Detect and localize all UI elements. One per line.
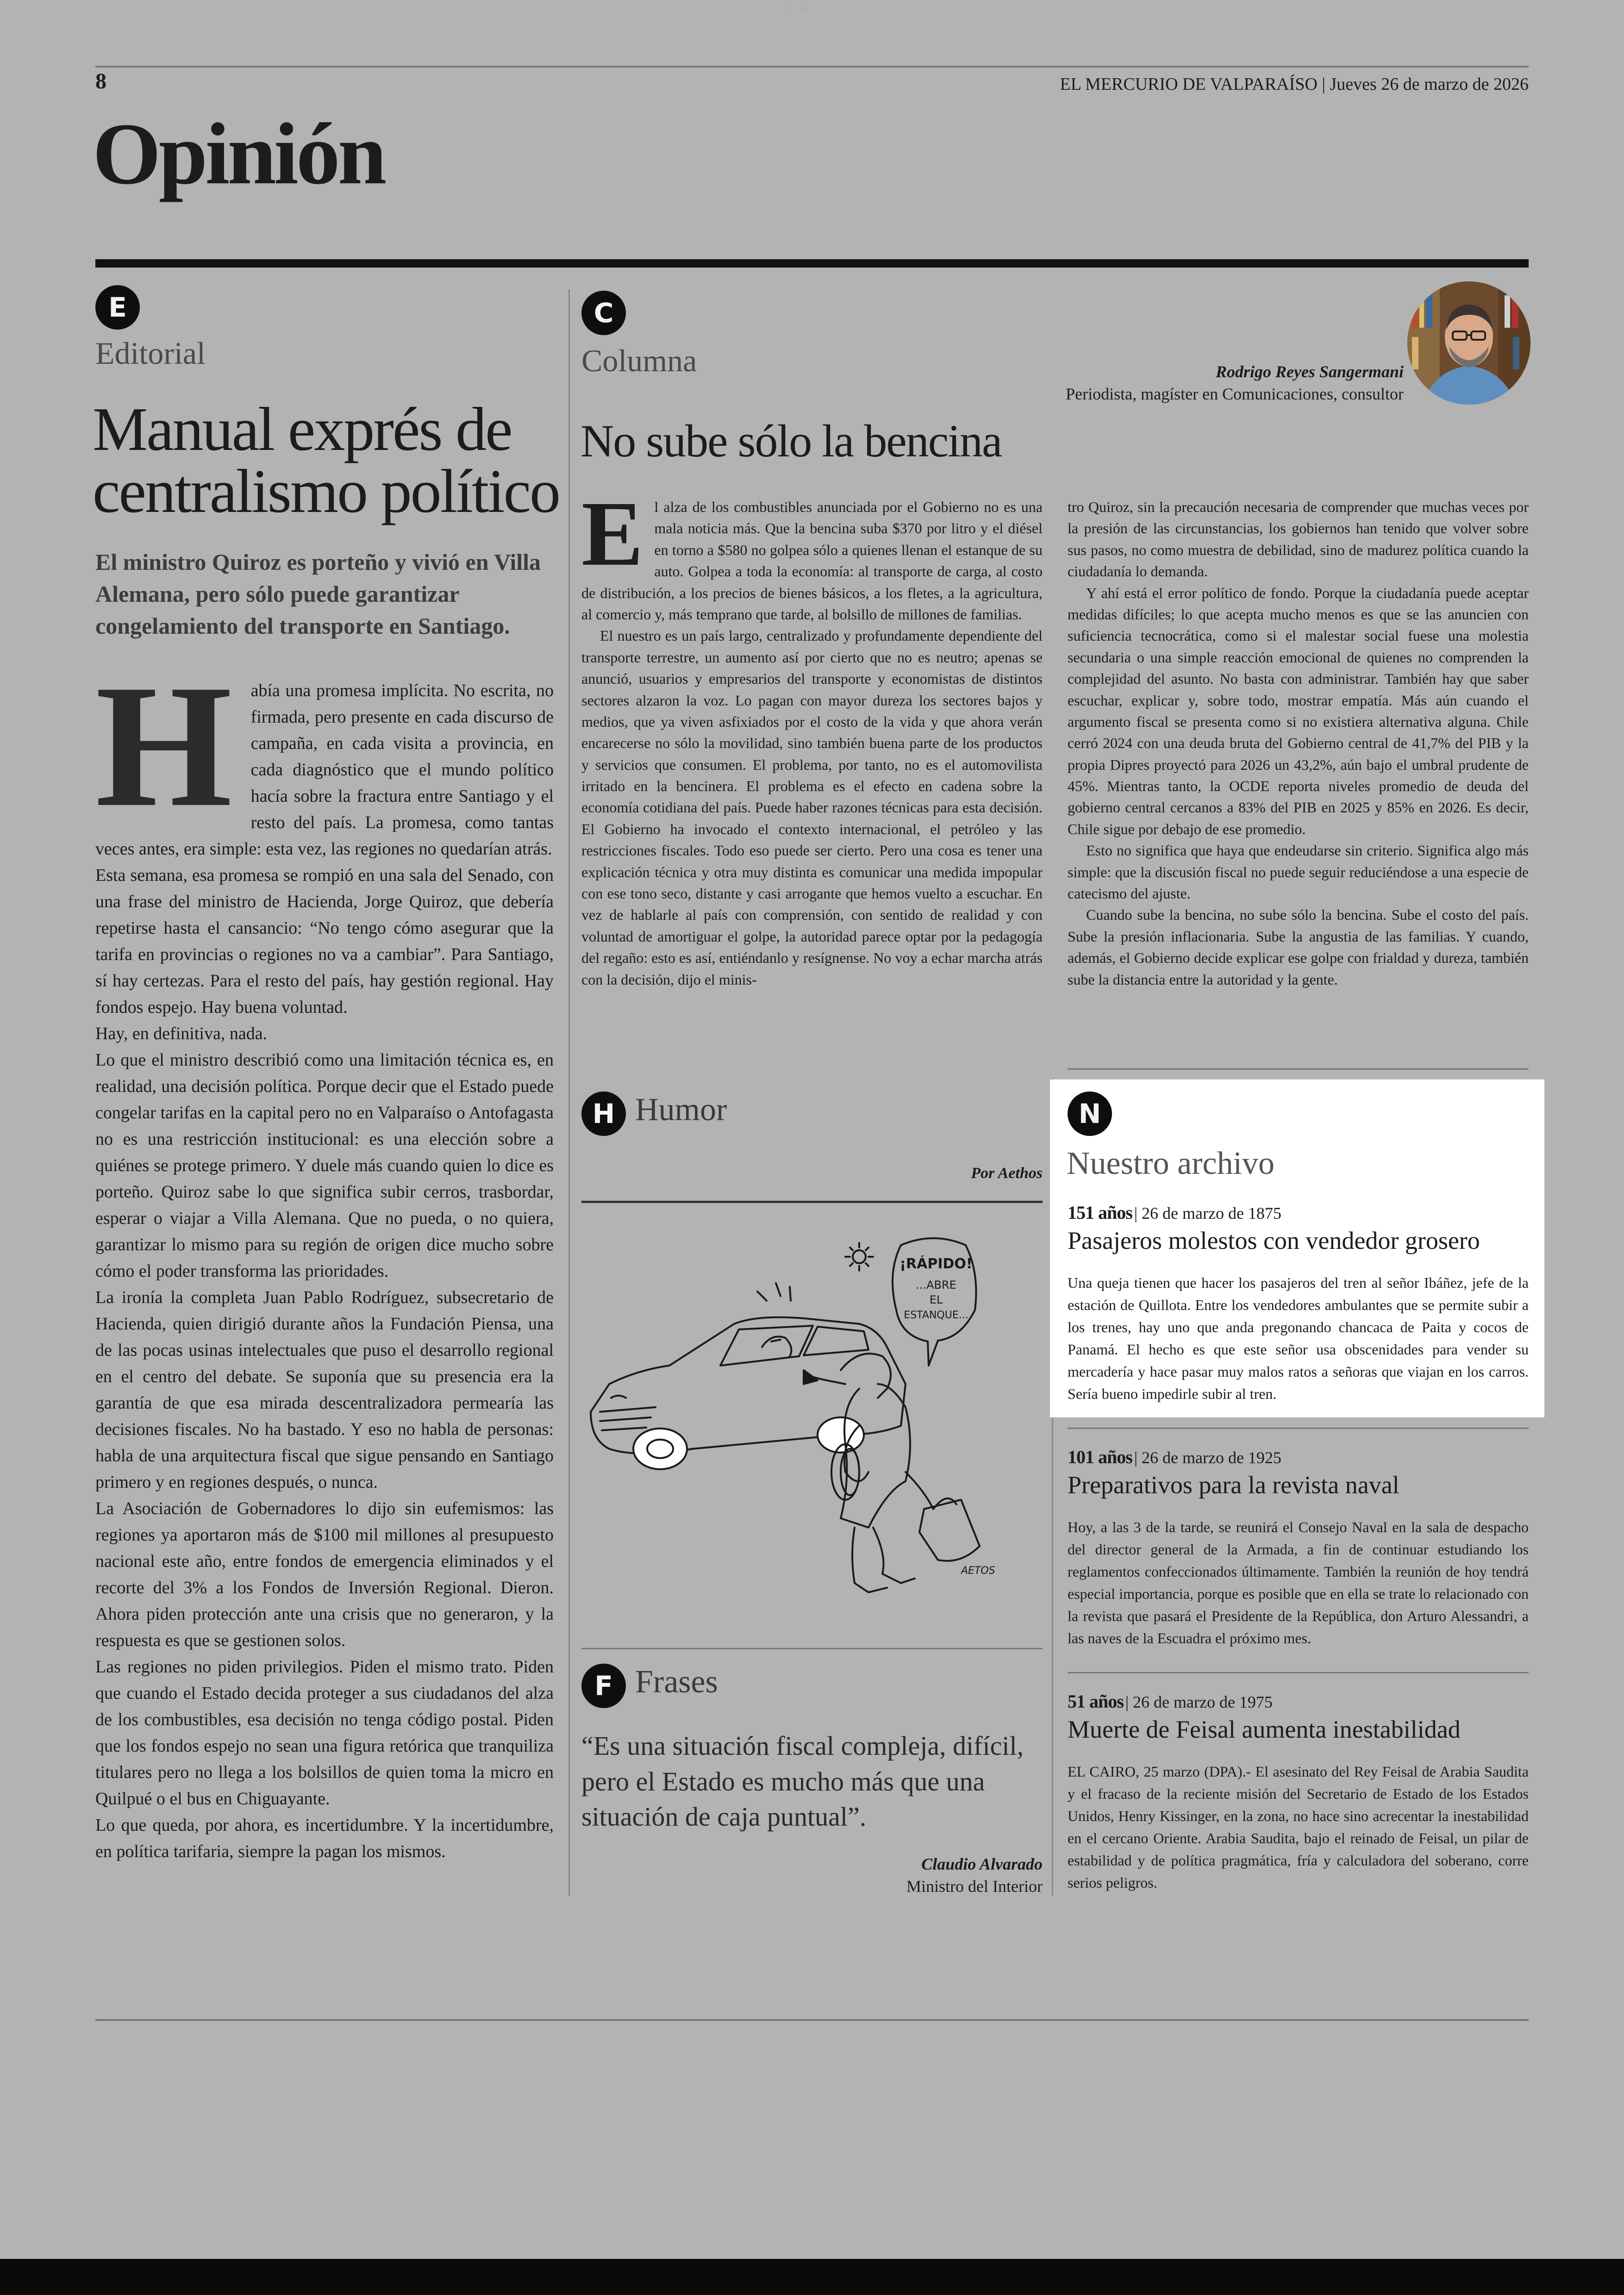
editorial-paragraph: Hay, en definitiva, nada.	[95, 1024, 268, 1043]
cartoon-bubble-line4: ESTANQUE...	[904, 1310, 968, 1321]
editorial-paragraph: Las regiones no piden privilegios. Piden el mismo trato. Piden que cuando el Estado decida proteger a sus ciudadanos del alza de los combustibles, esa decisión no tenga código postal. Piden que los fondos espejo no sean una figura retórica que tranquiliza titulares pero no llega a los bolsillos de quien toma la micro en Quilpué o el bus en Chiguayante.	[95, 1657, 554, 1809]
archivo-item	[1068, 1690, 1529, 1894]
archivo-item-date: | 26 de marzo de 1925	[1134, 1448, 1281, 1467]
archivo-item-years: 151 años	[1068, 1202, 1132, 1223]
archivo-item-body: Hoy, a las 3 de la tarde, se reunirá el Consejo Naval en la sala de despacho del director general de la Armada, a fin de continuar estudiando los reglamentos confeccionados últimamente. También la reunión de hoy tendrá especial importancia, porque es posible que en ella se trate lo relacionado con la revista que pasará el Presidente de la República, don Arturo Alessandri, a las naves de la Escuadra el próximo mes.	[1068, 1519, 1529, 1647]
page-number: 8	[95, 69, 106, 94]
cartoon-signature: AETOS	[961, 1565, 995, 1577]
editorial-paragraph: La Asociación de Gobernadores lo dijo sin eufemismos: las regiones ya aportaron más de $100 mil millones al presupuesto nacional este año, entre fondos de emergencia eliminados y el recorte del 3% a los Fondos de Inversión Regional. Dieron. Ahora piden protección ante una crisis que no generaron, y la respuesta es que se gestionen solos.	[95, 1499, 554, 1650]
bottom-rule	[95, 2019, 1529, 2021]
archivo-item	[1068, 1202, 1529, 1405]
humor-rule	[581, 1201, 1043, 1203]
editorial-kicker: Editorial	[95, 336, 206, 371]
editorial-headline-line2: centralismo político	[93, 457, 560, 525]
editorial-dropcap: H	[95, 649, 232, 843]
column-author-role: Periodista, magíster en Comunicaciones, consultor	[1066, 385, 1404, 403]
column-end-rule	[1068, 1068, 1529, 1070]
frases-badge: F	[581, 1664, 626, 1708]
archivo-item-headline: Pasajeros molestos con vendedor grosero	[1068, 1227, 1480, 1254]
archivo-item-body: EL CAIRO, 25 marzo (DPA).- El asesinato del Rey Feisal de Arabia Saudita y el fracaso de la reciente misión del Secretario de Estado de los Estados Unidos, Henry Kissinger, en la zona, no hace sino acrecentar la inestabilidad en el cercano Oriente. Arabia Saudita, bajo el reinado de Feisal, un pilar de estabilidad y de política pragmática, fría y calculadora del soberano, corre serios peligros.	[1068, 1763, 1529, 1891]
editorial-headline-line1: Manual exprés de	[93, 395, 512, 463]
editorial-body	[95, 649, 554, 1865]
cartoon-illustration	[581, 1231, 1043, 1648]
frases-quote: “Es una situación fiscal compleja, difícil, pero el Estado es mucho más que una situación de caja puntual”.	[581, 1731, 1024, 1832]
archivo-item-date: | 26 de marzo de 1875	[1134, 1204, 1281, 1222]
editorial-headline	[93, 395, 565, 525]
archivo-divider	[1068, 1428, 1529, 1429]
column-paragraph: Cuando sube la bencina, no sube sólo la bencina. Sube el costo del país. Sube la presión inflacionaria. Sube la angustia de las familias. Y cuando, además, el Gobierno decide explicar ese golpe con frialdad y dureza, también sube la distancia entre la autoridad y la gente.	[1068, 906, 1529, 988]
column-paragraph: l alza de los combustibles anunciada por el Gobierno no es una mala noticia más. Que la bencina suba $370 por litro y el diésel en torno a $580 no golpea sólo a quienes llenan el estanque de su auto. Golpea a toda la economía: al transporte de carga, al costo de distribución, a los precios de bienes básicos, a los fletes, a la agricultura, al comercio y, más temprano que tarde, al bolsillo de millones de familias.	[581, 499, 1043, 623]
humor-cartoon	[581, 1231, 1043, 1648]
section-title: Opinión	[93, 106, 385, 203]
editorial-paragraph: La ironía la completa Juan Pablo Rodríguez, subsecretario de Hacienda, quien dirigió durante años la Fundación Piensa, una de las pocas usinas intelectuales que puso el desarrollo regional en el centro del debate. Se suponía que su presencia era la garantía de que esa mirada descentralizadora permearía las decisiones fiscales. No ha bastado. Y eso no habla de personas: habla de una arquitectura fiscal que sigue pensando en Santiago primero y en regiones después, o nunca.	[95, 1288, 554, 1492]
archivo-item	[1068, 1446, 1529, 1649]
column-badge: C	[581, 291, 626, 335]
frases-author: Claudio Alvarado	[921, 1855, 1043, 1873]
archivo-divider	[1068, 1672, 1529, 1673]
cartoon-bubble-line2: ...ABRE	[916, 1278, 956, 1291]
column-paragraph: Esto no significa que haya que endeudarse sin criterio. Significa algo más simple: que la discusión fiscal no puede seguir reduciéndose a una especie de catecismo del ajuste.	[1068, 842, 1529, 902]
column-body-right	[1068, 496, 1529, 990]
editorial-badge: E	[95, 285, 140, 330]
author-photo-illustration	[1407, 281, 1530, 405]
column-kicker: Columna	[581, 343, 697, 378]
top-rule	[95, 66, 1529, 68]
editorial-paragraph: Lo que queda, por ahora, es incertidumbre. Y la incertidumbre, en política tarifaria, siempre la pagan los mismos.	[95, 1815, 554, 1861]
author-avatar	[1407, 281, 1530, 405]
column-divider-left	[568, 289, 570, 1896]
cartoon-bubble-line1: ¡RÁPIDO!	[899, 1256, 973, 1272]
frases-author-role: Ministro del Interior	[906, 1877, 1043, 1896]
column-headline: No sube sólo la bencina	[581, 415, 1002, 467]
column-paragraph: tro Quiroz, sin la precaución necesaria de comprender que muchas veces por la presión de las circunstancias, los gobiernos han tenido que volver sobre sus pasos, no como muestra de debilidad, sino de madurez política cuando la ciudadanía lo demanda.	[1068, 499, 1529, 580]
column-author: Rodrigo Reyes Sangermani	[1215, 362, 1404, 381]
humor-end-rule	[581, 1648, 1043, 1649]
archivo-item-body: Una queja tienen que hacer los pasajeros del tren al señor Ibáñez, jefe de la estación de Quillota. Entre los vendedores ambulantes que se permite subir a los trenes, hay uno que anda pregonando chancaca de Paita y cocos de Panamá. El hecho es que este señor usa obscenidades para vender su mercadería y hace pasar muy malos ratos a señoras que viajan en los carros. Sería bueno impedirle subir al tren.	[1068, 1274, 1529, 1403]
humor-badge: H	[581, 1091, 626, 1136]
archivo-item-years: 101 años	[1068, 1447, 1132, 1467]
editorial-paragraph: Esta semana, esa promesa se rompió en una sala del Senado, con una frase del ministro de Hacienda, Jorge Quiroz, que debería repetirse hasta el cansancio: “No tengo cómo asegurar que la tarifa en provincias o regiones no va a cambiar”. Para Santiago, sí hay certezas. Para el resto del país, hay gestión regional. Hay fondos espejo. Hay buena voluntad.	[95, 866, 554, 1017]
humor-byline: Por Aethos	[971, 1165, 1043, 1182]
section-thick-rule	[95, 259, 1529, 268]
archivo-title: Nuestro archivo	[1067, 1146, 1275, 1181]
column-paragraph: Y ahí está el error político de fondo. Porque la ciudadanía puede aceptar medidas difíciles; lo que acepta mucho menos es que se las anuncien con suficiencia tecnocrática, como si el malestar social fuese una molestia secundaria o una simple reacción emocional de quienes no comprenden la complejidad del asunto. No basta con administrar. También hay que saber escuchar, explicar y, sobre todo, mostrar empatía. Más aún cuando el argumento fiscal se presenta como si no existiera alternativa alguna. Chile cerró 2024 con una deuda bruta del Gobierno central de 41,7% del PIB y la propia Dipres proyectó para 2026 un 43,2%, aún bajo el umbral prudente de 45%. Mientras tanto, la OCDE reporta niveles promedio de deuda del gobierno central cercanos a 83% del PIB en 2025 y 85% en 2026. Es decir, Chile sigue por debajo de ese promedio.	[1068, 584, 1529, 837]
frases-title: Frases	[635, 1664, 718, 1700]
editorial-paragraph: Lo que el ministro describió como una limitación técnica es, en realidad, una decisión política. Porque decir que el Estado puede congelar tarifas en la capital pero no en Valparaíso o Antofagasta no es una restricción institucional: es una elección sobre a quiénes se protege primero. Y duele más cuando quien lo dice es porteño. Quiroz sabe lo que significa subir cerros, trasbordar, esperar o viajar a Villa Alemana. Que no pueda, o no quiera, garantizar lo mismo para su región de origen dice mucho sobre cómo el poder transforma las prioridades.	[95, 1050, 554, 1281]
editorial-deck: El ministro Quiroz es porteño y vivió en Villa Alemana, pero sólo puede garantizar congelamiento del transporte en Santiago.	[95, 549, 541, 639]
cartoon-bubble-line3: EL	[929, 1293, 943, 1306]
editorial-paragraph: abía una promesa implícita. No escrita, no firmada, pero presente en cada discurso de campaña, en cada visita a provincia, en cada diagnóstico que el mundo político hacía sobre la fractura entre Santiago y el resto del país. La promesa, como tantas veces antes, era simple: esta vez, las regiones no quedarían atrás.	[95, 681, 554, 859]
archivo-item-headline: Muerte de Feisal aumenta inestabilidad	[1068, 1715, 1461, 1743]
archivo-item-years: 51 años	[1068, 1691, 1124, 1712]
column-body-left	[581, 483, 1043, 990]
archivo-item-date: | 26 de marzo de 1975	[1125, 1693, 1273, 1711]
archivo-badge: N	[1068, 1091, 1112, 1136]
archivo-item-headline: Preparativos para la revista naval	[1068, 1471, 1399, 1499]
viewer-bottom-bar	[0, 2259, 1624, 2295]
column-dropcap: E	[581, 483, 643, 585]
column-paragraph: El nuestro es un país largo, centralizado y profundamente dependiente del transporte terrestre, un aumento así por cierto que no es neutro; apenas se anunció, usuarios y empresarios del transporte y economistas de distintos sectores alzaron la voz. Lo pagan con mayor dureza los sectores bajos y medios, que ya viven asfixiados por el costo de la vida y que ahora verán encarecerse no sólo la movilidad, sino también buena parte de los productos y servicios que consumen. El problema, por tanto, no es el automovilista irritado en la bencinera. El problema es el efecto en cadena sobre la economía cotidiana del país. Puede haber razones técnicas para esta decisión. El Gobierno ha invocado el contexto internacional, el petróleo y las restricciones fiscales. Todo eso puede ser cierto. Pero una cosa es tener una explicación técnica y otra muy distinta es comunicar una medida impopular con ese tono seco, distante y casi arrogante que hemos vuelto a escuchar. En vez de hablarle al país con comprensión, con sentido de realidad y con voluntad de amortiguar el golpe, la autoridad parece optar por la pedagogía del regaño: esto es así, entiéndanlo y resígnense. No voy a echar marcha atrás con la decisión, dijo el minis-	[581, 627, 1043, 988]
humor-title: Humor	[635, 1092, 727, 1128]
page-nav-dots[interactable]: ◦◦	[782, 0, 818, 21]
masthead: EL MERCURIO DE VALPARAÍSO | Jueves 26 de marzo de 2026	[1060, 75, 1529, 94]
